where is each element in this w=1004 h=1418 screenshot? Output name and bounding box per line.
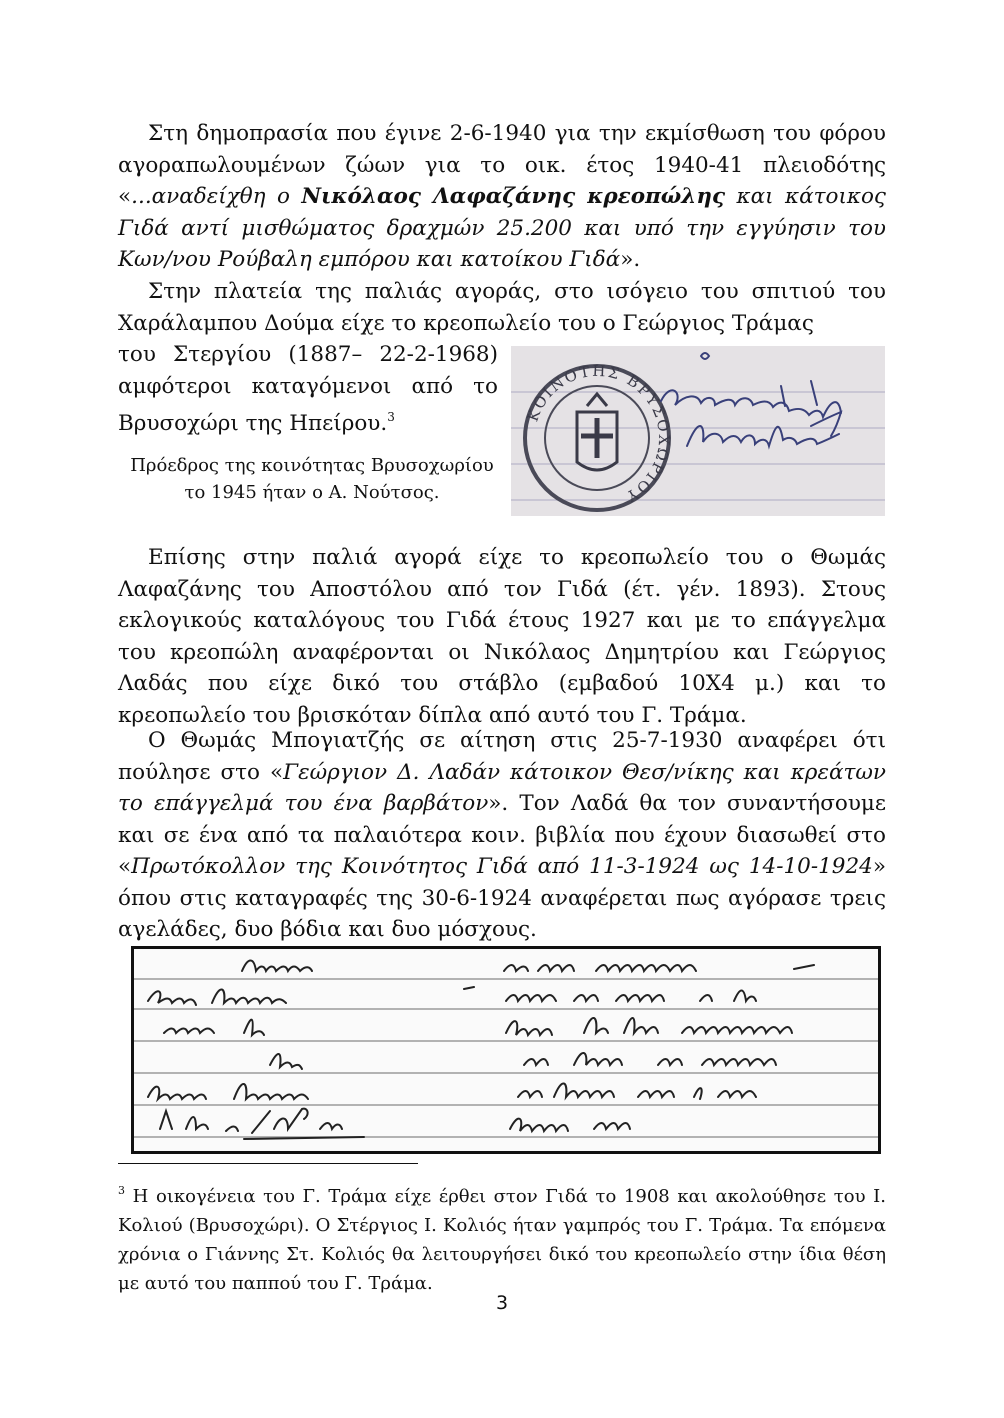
page-number: 3 — [495, 1292, 509, 1314]
paragraph-1-quote-end: και κάτοικος Γιδά αντί μισθώματος δραχμών 25.200 και υπό την εγγύησιν του Κων/νου Ρούβαλη εμπόρου και κατοίκου Γιδά — [118, 184, 886, 272]
paragraph-2 — [118, 276, 886, 339]
footnote-number: 3 — [118, 1184, 125, 1197]
paragraph-4-text-b: ». Τον Λαδά θα τον συναντήσουμε και σε ένα από τα παλαιότερα κοιν. βιβλία που έχουν διασωθεί στο « — [118, 791, 886, 879]
paragraph-3 — [118, 542, 886, 731]
paragraph-2-side — [118, 339, 498, 440]
stamp-photo — [511, 346, 885, 516]
paragraph-4-text-a: Ο Θωμάς Μπογιατζής σε αίτηση στις 25-7-1930 αναφέρει ότι πούλησε στο « — [118, 728, 886, 785]
paragraph-2-side-text: του Στεργίου (1887– 22-2-1968) αμφότεροι καταγόμενοι από το Βρυσοχώρι της Ηπείρου. — [118, 342, 498, 436]
ledger-photo-drawing — [134, 949, 878, 1151]
ledger-photo — [131, 946, 881, 1154]
image-caption: Πρόεδρος της κοινότητας Βρυσοχωρίου το 1945 ήταν ο Α. Νούτσος. — [130, 455, 494, 503]
footnote — [118, 1176, 886, 1298]
stamp-photo-drawing — [511, 346, 885, 516]
svg-text:ΚΟΙΝΟΤΗΣ ΒΡΥΣΟΧΩΡΙΟΥ: ΚΟΙΝΟΤΗΣ ΒΡΥΣΟΧΩΡΙΟΥ — [523, 361, 674, 507]
footnote-rule — [118, 1163, 418, 1164]
paragraph-1-quote-start: ...αναδείχθη ο — [131, 184, 302, 209]
paragraph-3-text: Επίσης στην παλιά αγορά είχε το κρεοπωλείο του ο Θωμάς Λαφαζάνης του Αποστόλου από τον Γιδά (έτ. γέν. 1893). Στους εκλογικούς καταλόγους του Γιδά έτους 1927 και με το επάγγελμα του κρεοπώλη αναφέρονται οι Νικόλαος Δημητρίου και Γεώργιος Λαδάς που είχε δικό του στάβλο (εμβαδού 10Χ4 μ.) και το κρεοπωλείο του βρισκόταν δίπλα από αυτό του Γ. Τράμα. — [118, 545, 886, 728]
paragraph-2-text: Στην πλατεία της παλιάς αγοράς, στο ισόγειο του σπιτιού του Χαράλαμπου Δούμα είχε το κρεοπωλείο του ο Γεώργιος Τράμας — [118, 279, 886, 336]
paragraph-1-closing: ». — [620, 247, 641, 272]
paragraph-4-text-c: » όπου στις καταγραφές της 30-6-1924 αναφέρεται πως αγόρασε τρεις αγελάδες, δυο βόδια και δυο μόσχους. — [118, 854, 886, 942]
paragraph-4-quote-b: Πρωτόκολλον της Κοινότητος Γιδά από 11-3-1924 ως 14-10-1924 — [131, 854, 873, 879]
footnote-text: Η οικογένεια του Γ. Τράμα είχε έρθει στον Γιδά το 1908 και ακολούθησε του Ι. Κολιού (Βρυσοχώρι). Ο Στέργιος Ι. Κολιός ήταν γαμπρός του Γ. Τράμα. Τα επόμενα χρόνια ο Γιάννης Στ. Κολιός θα λειτουργήσει δικό του κρεοπωλείο στην ίδια θέση με αυτό του παππού του Γ. Τράμα. — [118, 1186, 886, 1294]
paragraph-4-quote-a: Γεώργιον Δ. Λαδάν κάτοικον Θεσ/νίκης και κρεάτων το επάγγελμά του ένα βαρβάτον — [118, 759, 886, 816]
paragraph-1-text: Στη δημοπρασία που έγινε 2-6-1940 για την εκμίσθωση του φόρου αγοραπωλουμένων ζώων για το οικ. έτος 1940-41 πλειοδότης « — [118, 121, 886, 209]
paragraph-1 — [118, 118, 886, 276]
paragraph-1-bold-name: Νικόλαος Λαφαζάνης κρεοπώλης — [301, 184, 726, 209]
paragraph-4 — [118, 725, 886, 946]
footnote-ref: 3 — [387, 410, 395, 424]
